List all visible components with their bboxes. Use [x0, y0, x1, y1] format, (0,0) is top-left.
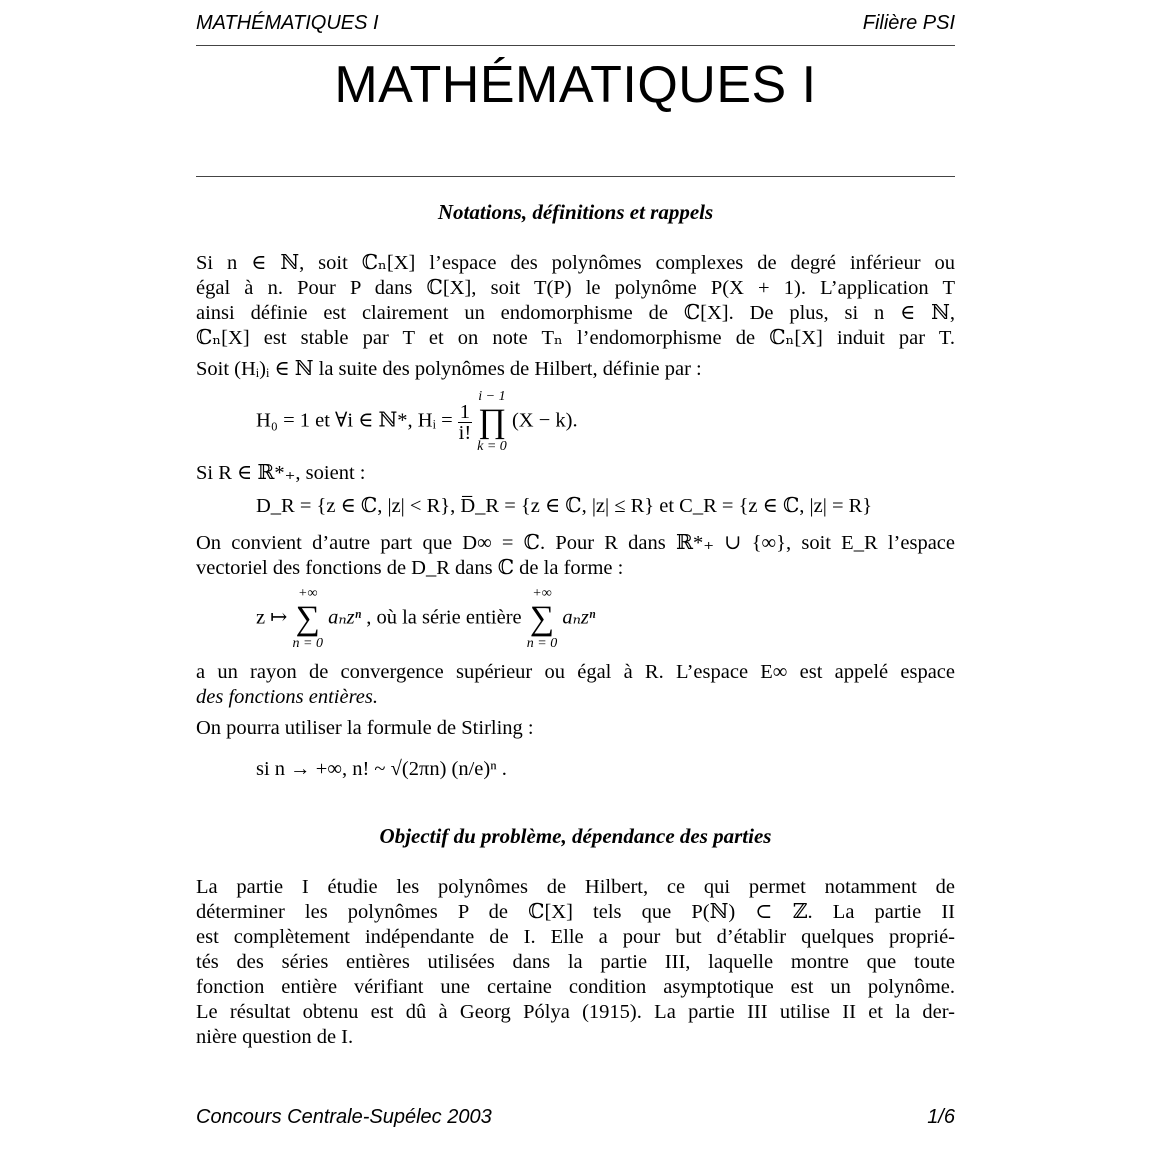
series-term: aₙzⁿ — [328, 606, 362, 629]
sum-operator — [293, 587, 323, 651]
text-line: des fonctions entières. — [196, 686, 378, 708]
text-line: Le résultat obtenu est dû à Georg Pólya (1915). La partie III utilise II et la der- — [196, 1001, 955, 1023]
header-track: Filière PSI — [862, 12, 955, 34]
product-upper-limit: i − 1 — [478, 389, 506, 404]
text-line: égal à n. Pour P dans ℂ[X], soit T(P) le polynôme P(X + 1). L’application T — [196, 277, 955, 299]
text-line: ainsi définie est clairement un endomorphisme de ℂ[X]. De plus, si n ∈ ℕ, — [196, 302, 955, 324]
discs-formula: D_R = {z ∈ ℂ, |z| < R}, D̅_R = {z ∈ ℂ, |z| ≤ R} et C_R = {z ∈ ℂ, |z| = R} — [256, 495, 873, 517]
title-rule — [196, 176, 955, 177]
footer-contest: Concours Centrale-Supélec 2003 — [196, 1106, 492, 1128]
sum-upper-limit: +∞ — [532, 586, 552, 601]
sum-lower-limit: n = 0 — [526, 636, 558, 651]
running-header — [196, 12, 955, 36]
text-line: fonction entière vérifiant une certaine condition asymptotique est un polynôme. — [196, 976, 955, 998]
text-line: déterminer les polynômes P de ℂ[X] tels que P(ℕ) ⊂ ℤ. La partie II — [196, 901, 955, 923]
fraction-denominator: i! — [458, 421, 472, 444]
fraction — [458, 402, 472, 443]
header-subject: MATHÉMATIQUES I — [196, 12, 379, 34]
text-line: On pourra utiliser la formule de Stirling : — [196, 717, 534, 739]
series-formula — [256, 587, 595, 651]
page-title: MATHÉMATIQUES I — [334, 56, 817, 114]
text-line: Si n ∈ ℕ, soit ℂₙ[X] l’espace des polynômes complexes de degré inférieur ou — [196, 252, 955, 274]
stirling-formula: si n → +∞, n! ~ √(2πn) (n/e)ⁿ . — [256, 758, 507, 780]
sum-upper-limit: +∞ — [298, 586, 318, 601]
text-line: est complètement indépendante de I. Elle a pour but d’établir quelques proprié- — [196, 926, 955, 948]
page-number: 1/6 — [927, 1106, 955, 1128]
exam-page — [196, 0, 955, 1152]
text-line: ℂₙ[X] est stable par T et on note Tₙ l’endomorphisme de ℂₙ[X] induit par T. — [196, 327, 955, 349]
formula-middle-text: , où la série entière — [366, 606, 522, 629]
sum-symbol: ∑ — [295, 600, 320, 637]
product-operator — [477, 390, 507, 454]
text-line: On convient d’autre part que D∞ = ℂ. Pour R dans ℝ*₊ ∪ {∞}, soit E_R l’espace — [196, 532, 955, 554]
text-line: tés des séries entières utilisées dans la partie III, laquelle montre que toute — [196, 951, 955, 973]
text-line: La partie I étudie les polynômes de Hilbert, ce qui permet notamment de — [196, 876, 955, 898]
formula-lhs: H₀ = 1 et ∀i ∈ ℕ*, Hᵢ = — [256, 409, 453, 432]
section-heading-notations: Notations, définitions et rappels — [437, 200, 714, 224]
text-line: Soit (Hᵢ)ᵢ ∈ ℕ la suite des polynômes de Hilbert, définie par : — [196, 358, 702, 380]
sum-operator — [527, 587, 557, 651]
hilbert-formula — [256, 390, 578, 454]
sum-symbol: ∑ — [529, 600, 555, 637]
section-heading-objective: Objectif du problème, dépendance des parties — [379, 824, 772, 848]
formula-rhs: (X − k). — [511, 409, 578, 432]
text-line: a un rayon de convergence supérieur ou égal à R. L’espace E∞ est appelé espace — [196, 661, 955, 683]
series-term: aₙzⁿ — [562, 606, 596, 629]
text-line: nière question de I. — [196, 1026, 354, 1048]
formula-lhs: z ↦ — [256, 606, 288, 629]
product-symbol: ∏ — [477, 403, 506, 440]
sum-lower-limit: n = 0 — [292, 636, 323, 651]
fraction-numerator: 1 — [459, 400, 471, 423]
header-rule — [196, 45, 955, 46]
text-line: Si R ∈ ℝ*₊, soient : — [196, 462, 366, 484]
text-line: vectoriel des fonctions de D_R dans ℂ de la forme : — [196, 557, 624, 579]
product-lower-limit: k = 0 — [477, 439, 507, 454]
